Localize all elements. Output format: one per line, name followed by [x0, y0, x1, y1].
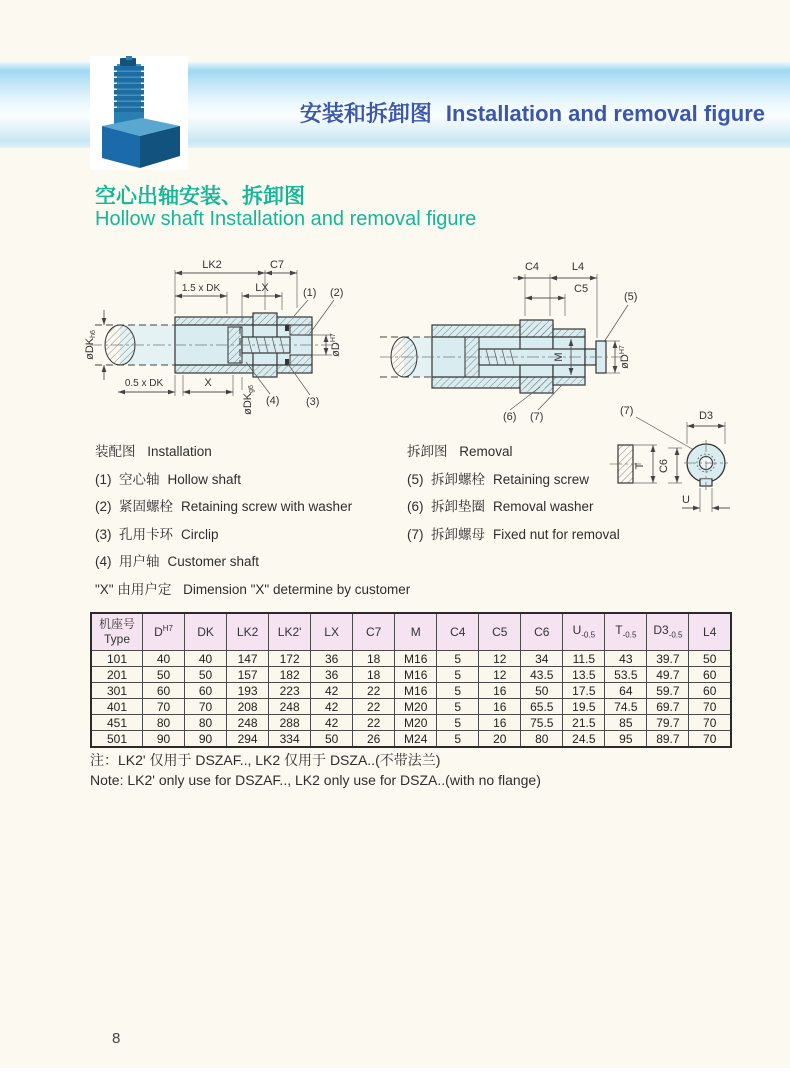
table-cell: 17.5	[563, 683, 605, 699]
circlip	[285, 325, 289, 331]
table-cell: 50	[311, 731, 353, 748]
table-cell: 70	[689, 715, 731, 731]
table-cell: 22	[353, 699, 395, 715]
legend-item-en: Customer shaft	[167, 554, 260, 569]
col-header	[269, 613, 311, 651]
dim-label-c7: C7	[269, 259, 285, 271]
col-header	[185, 613, 227, 651]
dim-label-d3: D3	[698, 410, 714, 422]
col-header	[353, 613, 395, 651]
table-cell: 40	[185, 651, 227, 667]
legend-item-en: Retaining screw with washer	[181, 499, 353, 514]
table-cell: 65.5	[521, 699, 563, 715]
table-cell: 50	[185, 667, 227, 683]
table-cell: 248	[227, 715, 269, 731]
table-cell: 501	[91, 731, 143, 748]
table-cell: 69.7	[647, 699, 689, 715]
table-cell: 70	[143, 699, 185, 715]
col-header-sub: -0.5	[581, 630, 596, 640]
table-cell: 294	[227, 731, 269, 748]
table-cell: 36	[311, 667, 353, 683]
table-cell: 193	[227, 683, 269, 699]
table-cell: 18	[353, 667, 395, 683]
table-cell: 42	[311, 683, 353, 699]
col-header	[395, 613, 437, 651]
table-cell: 288	[269, 715, 311, 731]
dim-label-c5: C5	[574, 283, 589, 295]
legend-item	[95, 495, 410, 515]
legend-item-zh: 用户轴	[119, 554, 160, 569]
table-cell: 16	[479, 715, 521, 731]
table-cell: 36	[311, 651, 353, 667]
table-cell: 22	[353, 715, 395, 731]
col-header	[689, 613, 731, 651]
col-header-sub: -0.5	[622, 630, 637, 640]
col-header-label: D3	[653, 623, 669, 638]
table-cell: 21.5	[563, 715, 605, 731]
col-header	[563, 613, 605, 651]
table-cell: 70	[689, 699, 731, 715]
table-row	[91, 699, 731, 715]
table-cell: M20	[395, 699, 437, 715]
callout-5: (5)	[624, 291, 638, 303]
col-header-label: C4	[450, 624, 466, 639]
legend-item	[95, 550, 410, 570]
table-cell: 12	[479, 651, 521, 667]
table-cell: 95	[605, 731, 647, 748]
dim-label-1-5dk: 1.5 x DK	[181, 283, 221, 294]
table-cell: 60	[689, 667, 731, 683]
table-cell: 16	[479, 683, 521, 699]
table-cell: 40	[143, 651, 185, 667]
table-cell: 12	[479, 667, 521, 683]
table-cell: 50	[689, 651, 731, 667]
legend-item-number: (3)	[95, 526, 112, 542]
table-cell: 64	[605, 683, 647, 699]
table-cell: 60	[185, 683, 227, 699]
table-cell: 89.7	[647, 731, 689, 748]
col-header	[437, 613, 479, 651]
legend-title	[95, 440, 410, 460]
table-cell: 16	[479, 699, 521, 715]
retaining-washer	[290, 355, 312, 365]
callout-7: (7)	[620, 405, 634, 417]
table-cell: 79.7	[647, 715, 689, 731]
legend-title	[407, 440, 620, 460]
col-header-label: LX	[324, 624, 339, 639]
section-title-en: Hollow shaft Installation and removal figure	[95, 208, 477, 230]
dim-label-l4: L4	[571, 261, 585, 273]
legend-item-en: Hollow shaft	[167, 471, 242, 487]
col-header	[521, 613, 563, 651]
table-cell: 223	[269, 683, 311, 699]
col-header-label: T	[615, 623, 623, 638]
table-cell: 43	[605, 651, 647, 667]
removal-legend	[407, 440, 620, 550]
table-cell: 90	[143, 731, 185, 748]
dim-label-dk-h6: øDKh6	[84, 330, 97, 360]
table-cell: 172	[269, 651, 311, 667]
table-cell: 59.7	[647, 683, 689, 699]
table-cell: M16	[395, 651, 437, 667]
table-row	[91, 667, 731, 683]
table-cell: 90	[185, 731, 227, 748]
legend-item-zh: 拆卸垫圈	[431, 499, 485, 514]
table-cell: 80	[185, 715, 227, 731]
legend-title-en: Removal	[459, 444, 513, 459]
col-header	[647, 613, 689, 651]
col-header-label: C6	[534, 624, 550, 639]
table-cell: 157	[227, 667, 269, 683]
table-cell: 85	[605, 715, 647, 731]
legend-item	[95, 523, 410, 543]
page-title-zh: 安装和拆卸图	[299, 101, 432, 126]
table-cell: M16	[395, 683, 437, 699]
table-cell: 5	[437, 715, 479, 731]
table-cell: 5	[437, 731, 479, 748]
table-cell: 74.5	[605, 699, 647, 715]
table-cell: 60	[689, 683, 731, 699]
legend-item-number: (5)	[407, 471, 424, 487]
dim-label-d-h7: $øD^{H7}$	[330, 333, 342, 357]
table-cell: 49.7	[647, 667, 689, 683]
table-note-zh: 注：LK2' 仅用于 DSZAF.., LK2 仅用于 DSZA..(不带法兰)	[90, 752, 441, 768]
col-header-label: C7	[366, 624, 382, 639]
table-cell: 19.5	[563, 699, 605, 715]
legend-item	[407, 468, 620, 488]
dim-label-u: U	[682, 494, 690, 506]
legend-item-number: (1)	[95, 471, 112, 487]
legend-item-en: Circlip	[181, 526, 219, 542]
table-cell: 13.5	[563, 667, 605, 683]
page-number: 8	[112, 1030, 121, 1047]
table-row	[91, 651, 731, 667]
table-row	[91, 683, 731, 699]
legend-item-en: Removal washer	[493, 499, 594, 514]
table-cell: 182	[269, 667, 311, 683]
table-cell: 18	[353, 651, 395, 667]
table-cell: 201	[91, 667, 143, 683]
col-header	[605, 613, 647, 651]
table-cell: 42	[311, 699, 353, 715]
legend-item-number: (6)	[407, 499, 424, 514]
legend-item-en: Fixed nut for removal	[493, 526, 620, 542]
col-header-label: U	[572, 623, 582, 638]
legend-title-zh: 装配图	[95, 444, 136, 459]
table-cell: 101	[91, 651, 143, 667]
col-header	[479, 613, 521, 651]
col-header-second-line: Type	[103, 632, 130, 646]
col-header-label: C5	[492, 624, 508, 639]
dim-label-c6: C6	[658, 458, 670, 474]
gearmotor-photo-graphic	[90, 56, 188, 170]
table-header-row	[91, 613, 731, 651]
dim-label-x: X	[204, 377, 212, 389]
col-header	[143, 613, 185, 651]
legend-item	[407, 523, 620, 543]
dim-label-m: M	[553, 352, 565, 362]
page-title	[300, 97, 765, 128]
col-header	[91, 613, 143, 651]
table-cell: 50	[143, 667, 185, 683]
table-cell: 24.5	[563, 731, 605, 748]
legend-item	[407, 495, 620, 515]
legend-item-number: (7)	[407, 526, 424, 542]
legend-item-zh: 孔用卡环	[119, 526, 173, 542]
table-cell: 248	[269, 699, 311, 715]
legend-item-zh: 拆卸螺栓	[431, 471, 485, 487]
col-header-label: LK2'	[277, 624, 302, 639]
table-cell: M16	[395, 667, 437, 683]
legend-item-number: (2)	[95, 499, 112, 514]
dim-label-d-h7: $øD^{H7}$	[619, 345, 631, 369]
table-cell: 70	[689, 731, 731, 748]
table-cell: 5	[437, 667, 479, 683]
table-cell: 50	[521, 683, 563, 699]
legend-x-note: "X" 由用户定 Dimension "X" determine by customer	[95, 581, 411, 597]
table-cell: 80	[521, 731, 563, 748]
table-cell: 208	[227, 699, 269, 715]
table-cell: 20	[479, 731, 521, 748]
callout-7: (7)	[530, 411, 544, 423]
legend-item-zh: 紧固螺栓	[119, 499, 173, 514]
table-cell: M24	[395, 731, 437, 748]
page-title-en: Installation and removal figure	[445, 101, 765, 126]
legend-item-en: Retaining screw	[493, 471, 590, 487]
table-cell: 334	[269, 731, 311, 748]
col-header-label: M	[410, 624, 421, 639]
table-cell: 42	[311, 715, 353, 731]
dim-label-t: T	[634, 462, 646, 470]
table-cell: 5	[437, 699, 479, 715]
installation-legend	[95, 440, 410, 605]
col-header-label: DK	[197, 624, 214, 639]
table-cell: 26	[353, 731, 395, 748]
table-cell: 53.5	[605, 667, 647, 683]
dim-label-lx: LX	[255, 282, 269, 294]
table-note-en: Note: LK2' only use for DSZAF.., LK2 only use for DSZA..(with no flange)	[90, 772, 541, 788]
table-cell: 5	[437, 651, 479, 667]
callout-4: (4)	[266, 395, 280, 407]
dim-label-dk-g6: øDKg6	[242, 385, 255, 415]
table-cell: 401	[91, 699, 143, 715]
table-cell: 39.7	[647, 651, 689, 667]
col-header	[311, 613, 353, 651]
col-header-label: L4	[703, 624, 717, 639]
col-header-label: LK2	[236, 624, 259, 639]
legend-title-zh: 拆卸图	[407, 444, 448, 459]
table-cell: 75.5	[521, 715, 563, 731]
legend-item-number: (4)	[95, 554, 112, 569]
installation-diagram	[80, 248, 385, 438]
table-cell: 70	[185, 699, 227, 715]
dimension-table	[90, 612, 732, 748]
callout-6: (6)	[503, 411, 517, 423]
dim-label-0-5dk: 0.5 x DK	[124, 378, 164, 389]
table-row	[91, 715, 731, 731]
col-header	[227, 613, 269, 651]
table-cell: 80	[143, 715, 185, 731]
legend-item	[95, 468, 410, 488]
dim-label-lk2: LK2	[202, 259, 222, 271]
table-cell: 22	[353, 683, 395, 699]
nut-detail-diagram	[598, 392, 790, 547]
table-cell: 147	[227, 651, 269, 667]
table-cell: 301	[91, 683, 143, 699]
table-cell: M20	[395, 715, 437, 731]
table-cell: 5	[437, 683, 479, 699]
table-cell: 43.5	[521, 667, 563, 683]
table-cell: 11.5	[563, 651, 605, 667]
table-cell: 34	[521, 651, 563, 667]
col-header-label: 机座号	[98, 617, 135, 631]
legend-item-zh: 拆卸螺母	[431, 526, 485, 542]
table-row	[91, 731, 731, 748]
callout-2: (2)	[330, 287, 344, 299]
col-header-sup: H7	[162, 624, 173, 633]
col-header-label: D	[154, 625, 163, 639]
table-cell: 451	[91, 715, 143, 731]
callout-3: (3)	[306, 396, 320, 408]
product-photo	[90, 56, 188, 170]
callout-1: (1)	[303, 287, 317, 299]
table-cell: 60	[143, 683, 185, 699]
legend-item-zh: 空心轴	[119, 471, 160, 487]
dim-label-c4: C4	[524, 261, 540, 273]
legend-title-en: Installation	[147, 444, 212, 459]
section-title-zh: 空心出轴安装、拆卸图	[95, 185, 305, 208]
col-header-sub: -0.5	[668, 630, 683, 640]
